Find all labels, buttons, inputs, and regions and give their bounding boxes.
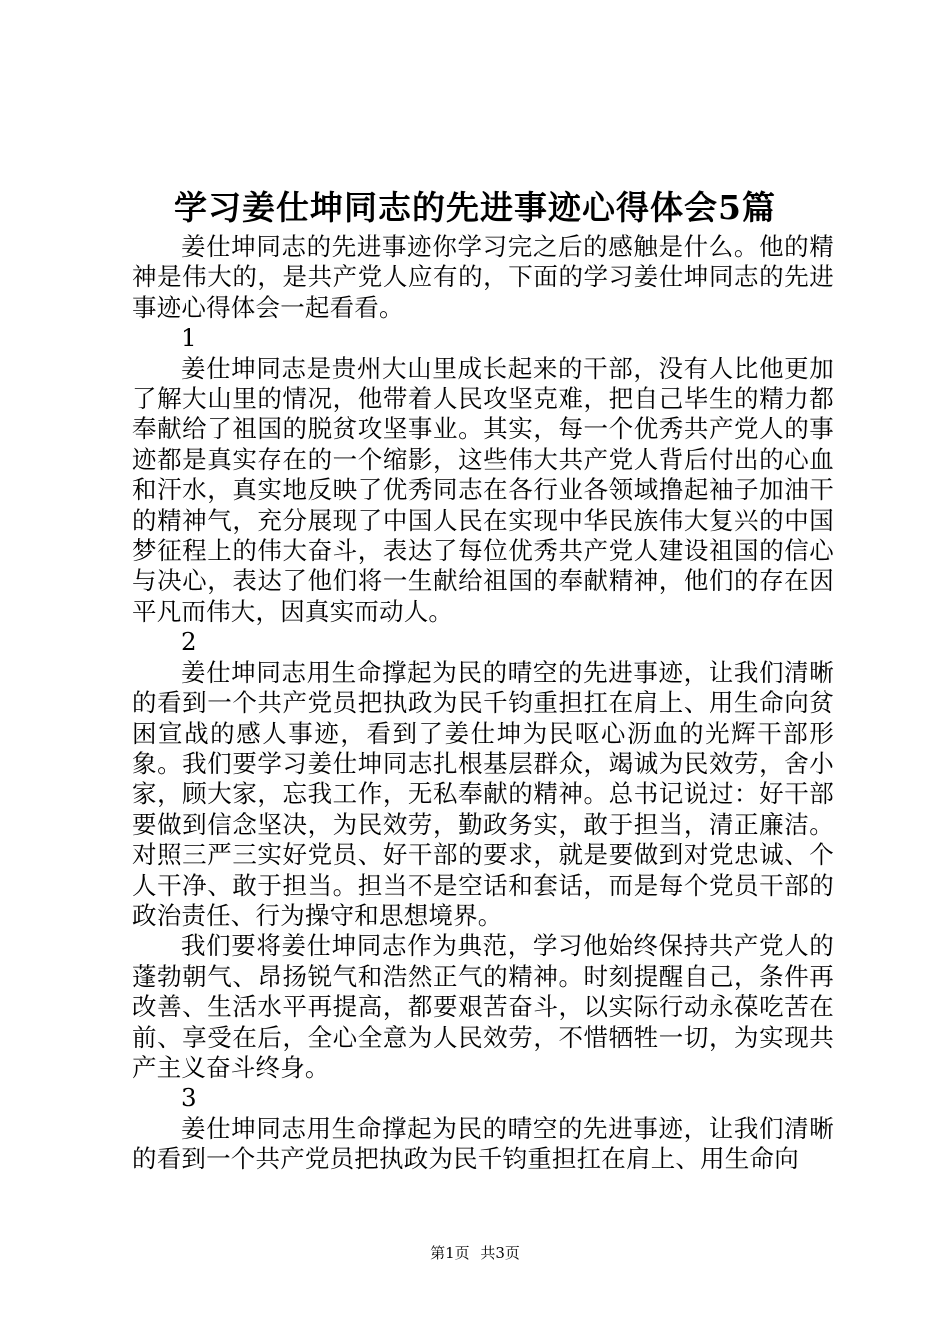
page-total: 共3页	[480, 1244, 520, 1262]
section-2-paragraph-2: 我们要将姜仕坤同志作为典范，学习他始终保持共产党人的蓬勃朝气、昂扬锐气和浩然正气的精神。时刻提醒自己，条件再改善、生活水平再提高，都要艰苦奋斗，以实际行动永葆吃苦在前、享受在后，全心全意为人民效劳，不惜牺牲一切，为实现共产主义奋斗终身。	[132, 931, 834, 1082]
section-number-1: 1	[181, 323, 197, 353]
section-3-paragraph: 姜仕坤同志用生命撑起为民的晴空的先进事迹，让我们清晰的看到一个共产党员把执政为民千钧重担扛在肩上、用生命向	[132, 1113, 834, 1174]
document-body	[132, 232, 834, 1175]
section-number-3: 3	[181, 1083, 197, 1113]
document-title: 学习姜仕坤同志的先进事迹心得体会5篇	[174, 188, 776, 227]
page-number: 第1页	[430, 1244, 470, 1262]
section-number-2: 2	[181, 627, 197, 657]
section-2-paragraph-1: 姜仕坤同志用生命撑起为民的晴空的先进事迹，让我们清晰的看到一个共产党员把执政为民千钧重担扛在肩上、用生命向贫困宣战的感人事迹，看到了姜仕坤为民呕心沥血的光辉干部形象。我们要学习姜仕坤同志扎根基层群众，竭诚为民效劳，舍小家，顾大家，忘我工作，无私奉献的精神。总书记说过：好干部要做到信念坚决，为民效劳，勤政务实，敢于担当，清正廉洁。对照三严三实好党员、好干部的要求，就是要做到对党忠诚、个人干净、敢于担当。担当不是空话和套话，而是每个党员干部的政治责任、行为操守和思想境界。	[132, 657, 834, 930]
intro-paragraph: 姜仕坤同志的先进事迹你学习完之后的感触是什么。他的精神是伟大的，是共产党人应有的，下面的学习姜仕坤同志的先进事迹心得体会一起看看。	[132, 232, 834, 322]
page-footer	[0, 1243, 950, 1263]
section-1-paragraph: 姜仕坤同志是贵州大山里成长起来的干部，没有人比他更加了解大山里的情况，他带着人民攻坚克难，把自己毕生的精力都奉献给了祖国的脱贫攻坚事业。其实，每一个优秀共产党人的事迹都是真实存在的一个缩影，这些伟大共产党人背后付出的心血和汗水，真实地反映了优秀同志在各行业各领域撸起袖子加油干的精神气，充分展现了中国人民在实现中华民族伟大复兴的中国梦征程上的伟大奋斗，表达了每位优秀共产党人建设祖国的信心与决心，表达了他们将一生献给祖国的奉献精神，他们的存在因平凡而伟大，因真实而动人。	[132, 353, 834, 626]
